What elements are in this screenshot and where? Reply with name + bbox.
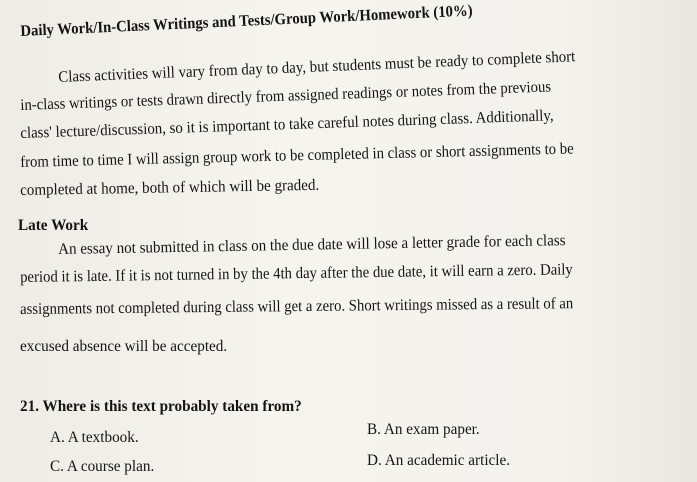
option-a: A. A textbook.	[50, 429, 139, 446]
section-heading-late-work: Late Work	[18, 217, 89, 234]
paragraph-line: An essay not submitted in class on the due date will lose a letter grade for each class	[58, 232, 566, 258]
paragraph-line: from time to time I will assign group work to be completed in class or short assignments to be	[20, 140, 574, 171]
option-b: B. An exam paper.	[367, 421, 480, 438]
paragraph-line: in-class writings or tests drawn directly from assigned readings or notes from the previous	[20, 78, 552, 114]
option-c: C. A course plan.	[50, 458, 155, 475]
paragraph-line: period it is late. If it is not turned in by the 4th day after the due date, it will earn a zero. Daily	[20, 261, 573, 286]
question-stem: 21. Where is this text probably taken from?	[20, 398, 302, 415]
paragraph-line: excused absence will be accepted.	[20, 338, 228, 355]
section-heading-daily-work: Daily Work/In-Class Writings and Tests/Group Work/Homework (10%)	[20, 2, 473, 40]
paragraph-line: class' lecture/discussion, so it is important to take careful notes during class. Additionally,	[20, 107, 554, 142]
paragraph-line: Class activities will vary from day to day, but students must be ready to complete short	[58, 48, 576, 86]
paragraph-line: completed at home, both of which will be graded.	[20, 176, 320, 199]
paragraph-line: assignments not completed during class will get a zero. Short writings missed as a result of an	[20, 295, 574, 318]
option-d: D. An academic article.	[367, 452, 511, 469]
